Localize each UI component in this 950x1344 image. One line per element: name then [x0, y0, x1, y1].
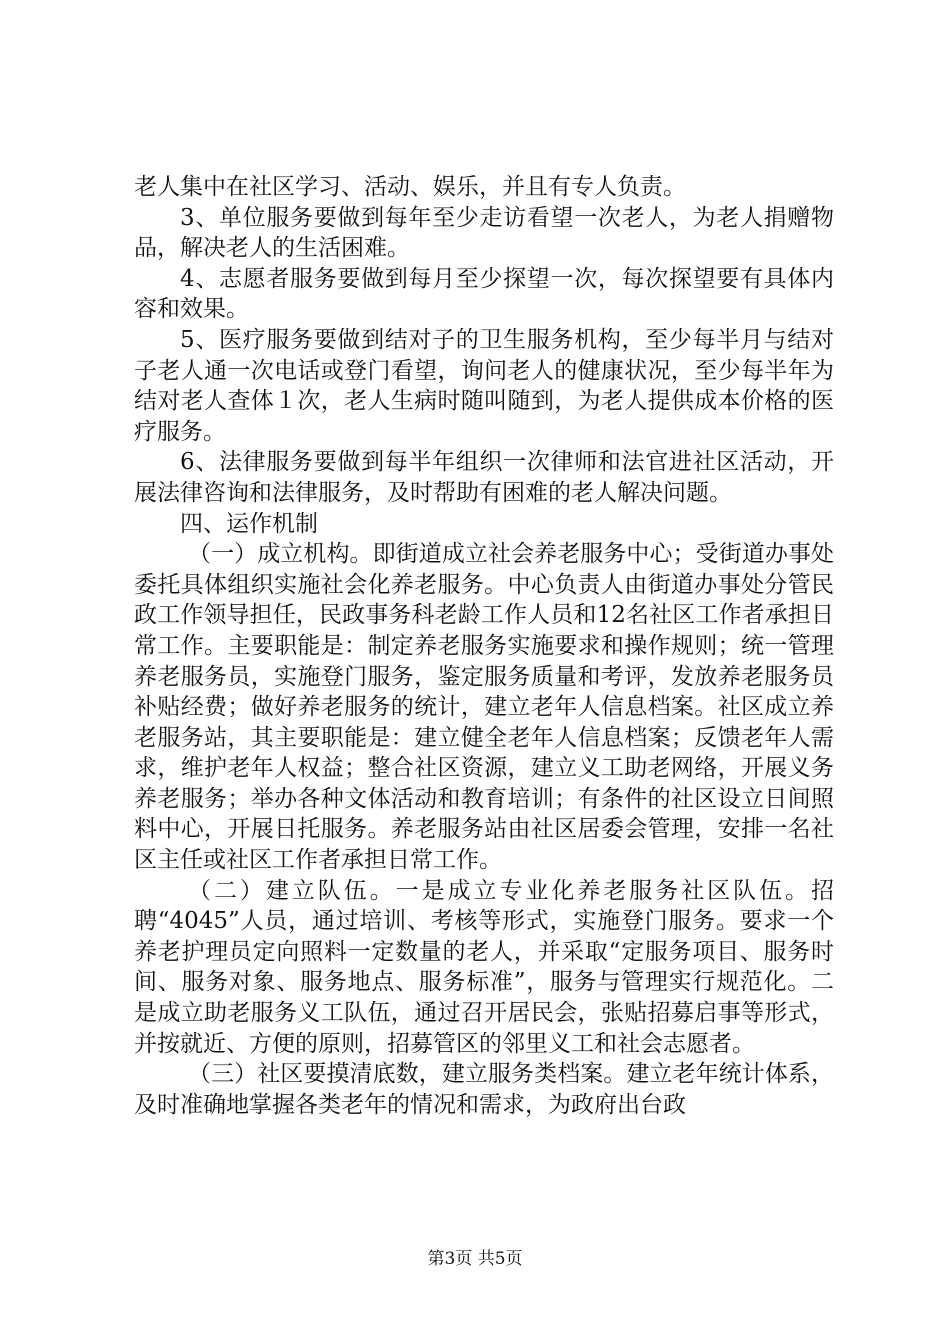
- page-number: 第3页 共5页: [427, 1249, 523, 1269]
- paragraph-continuation: 老人集中在社区学习、活动、娱乐，并且有专人负责。: [134, 174, 686, 200]
- document-body: [134, 172, 834, 1120]
- paragraph-item-3: 3、单位服务要做到每年至少走访看望一次老人，为老人捐赠物品，解决老人的生活困难。: [134, 204, 834, 262]
- section-heading: 四、运作机制: [180, 510, 318, 537]
- paragraph-item-5: 5、医疗服务要做到结对子的卫生服务机构，至少每半月与结对子老人通一次电话或登门看望，询问老人的健康状况，至少每半年为结对老人查体１次，老人生病时随叫随到，为老人提供成本价格的医疗服务。: [134, 326, 834, 445]
- paragraph-item-6: 6、法律服务要做到每半年组织一次律师和法官进社区活动，开展法律咨询和法律服务，及时帮助有困难的老人解决问题。: [134, 449, 834, 506]
- paragraph-establish-organization: （一）成立机构。即街道成立社会养老服务中心；受街道办事处委托具体组织实施社会化养老服务。中心负责人由街道办事处分管民政工作领导担任，民政事务科老龄工作人员和12名社区工作者承担日常工作。主要职能是：制定养老服务实施要求和操作规则；统一管理养老服务员，实施登门服务，鉴定服务质量和考评，发放养老服务员补贴经费；做好养老服务的统计，建立老年人信息档案。社区成立养老服务站，其主要职能是：建立健全老年人信息档案；反馈老年人需求，维护老年人权益；整合社区资源，建立义工助老网络，开展义务养老服务；举办各种文体活动和教育培训；有条件的社区设立日间照料中心，开展日托服务。养老服务站由社区居委会管理，安排一名社区主任或社区工作者承担日常工作。: [134, 541, 834, 874]
- paragraph-build-team: （二）建立队伍。一是成立专业化养老服务社区队伍。招聘“4045”人员，通过培训、考核等形式，实施登门服务。要求一个养老护理员定向照料一定数量的老人，并采取“定服务项目、服务时间、服务对象、服务地点、服务标准”，服务与管理实行规范化。二是成立助老服务义工队伍，通过召开居民会，张贴招募启事等形式，并按就近、方便的原则，招募管区的邻里义工和社会志愿者。: [134, 877, 834, 1057]
- paragraph-item-4: 4、志愿者服务要做到每月至少探望一次，每次探望要有具体内容和效果。: [134, 265, 834, 323]
- paragraph-community-archives: （三）社区要摸清底数，建立服务类档案。建立老年统计体系，及时准确地掌握各类老年的情况和需求，为政府出台政: [134, 1061, 834, 1118]
